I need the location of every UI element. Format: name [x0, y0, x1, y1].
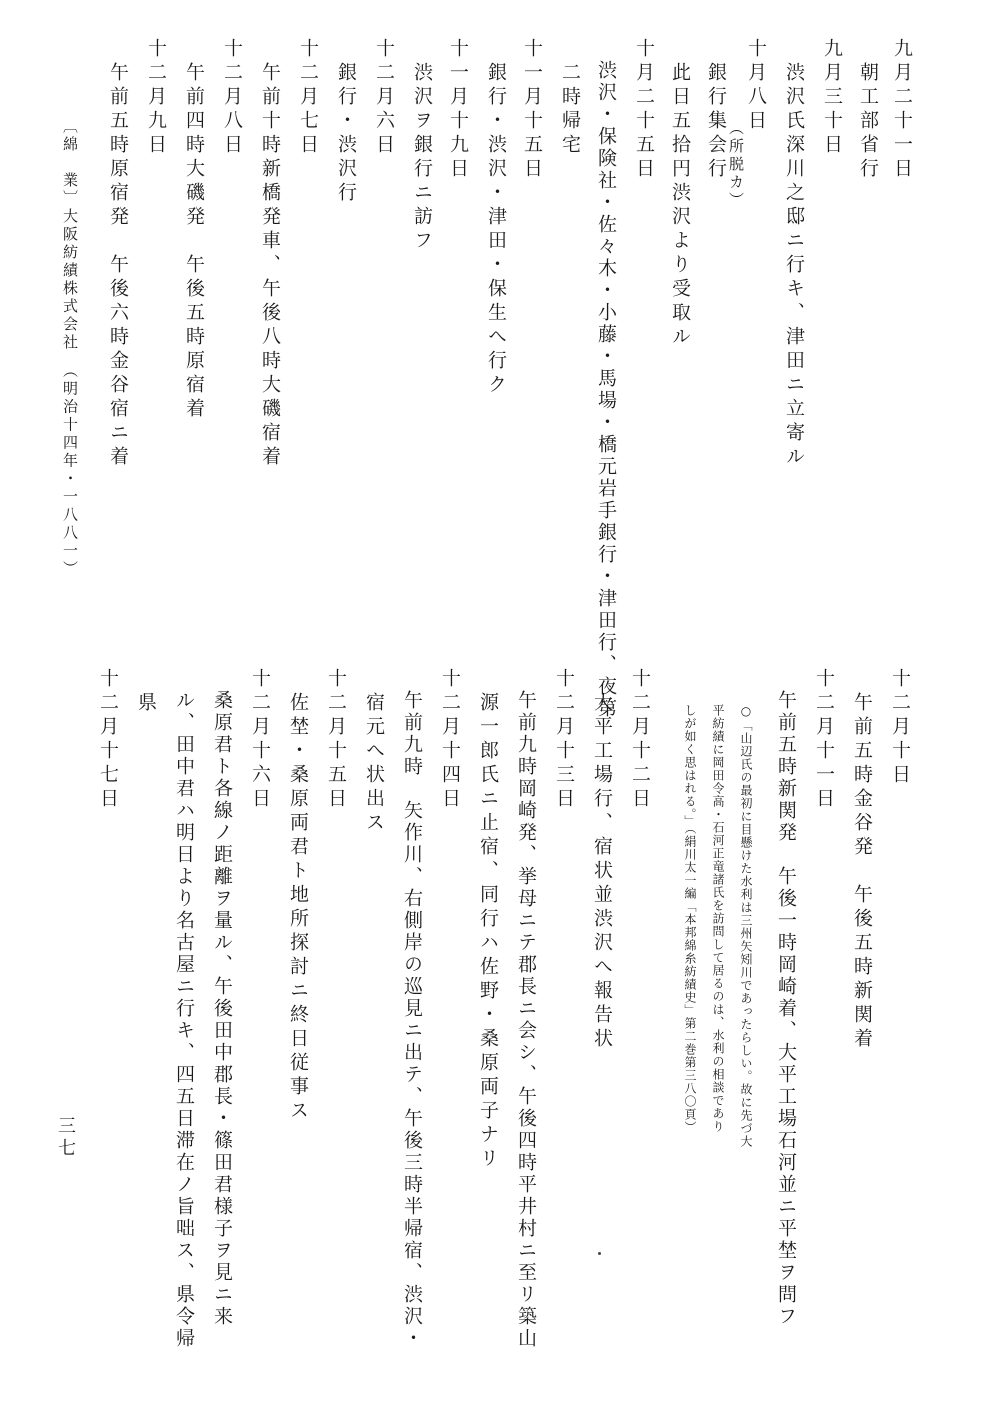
quoted-note: しが如く思はれる。」（絹川太一編「本邦綿糸紡績史」第二巻第三八〇頁） [683, 704, 697, 1134]
entry-text: 午前九時 矢作川、右側岸の巡見ニ出テ、午後三時半帰宿、渋沢・ [401, 668, 423, 1350]
entry-text: 桑原君ト各線ノ距離ヲ量ル、午後田中郡長・篠田君様子ヲ見ニ来 [211, 668, 233, 1328]
entry-text: 銀行集会行 [705, 38, 727, 182]
editorial-annotation: （所脱カ） [727, 120, 745, 210]
entry-text: 渋沢ヲ銀行ニ訪フ [411, 38, 433, 254]
date-heading: 十二月十四日 [439, 668, 461, 812]
print-speck [598, 1252, 601, 1255]
entry-text: 午前五時原宿発 午後六時金谷宿ニ着 [107, 38, 129, 470]
date-heading: 十二月八日 [221, 38, 243, 158]
date-heading: 十二月十一日 [813, 668, 835, 812]
entry-text: 午前四時大磯発 午後五時原宿着 [183, 38, 205, 422]
date-heading: 十二月十七日 [97, 668, 119, 812]
entry-text: 午前十時新橋発車、午後八時大磯宿着 [259, 38, 281, 470]
date-heading: 十二月七日 [297, 38, 319, 158]
date-heading: 十二月九日 [145, 38, 167, 158]
entry-text: 此日五拾円渋沢より受取ル [669, 38, 691, 350]
entry-text: 午前五時金谷発 午後五時新関着 [851, 668, 873, 1052]
date-heading: 十二月六日 [373, 38, 395, 158]
entry-text: 二時帰宅 [559, 38, 581, 158]
date-heading: 十月八日 [745, 38, 767, 134]
date-heading: 十二月十六日 [249, 668, 271, 812]
quoted-note: 平紡績に岡田令高・石河正竜諸氏を訪問して居るのは、水利の相談であり [711, 704, 725, 1133]
entry-text: 銀行・渋沢行 [335, 38, 357, 206]
page-number: 三七 [55, 1116, 76, 1160]
entry-text: 午前九時岡崎発、挙母ニテ郡長ニ会シ、午後四時平井村ニ至リ築山 [515, 668, 537, 1350]
date-heading: 十二月十三日 [553, 668, 575, 812]
date-heading: 十一月十五日 [521, 38, 543, 182]
entry-text: 銀行・渋沢・津田・保生へ行ク [485, 38, 507, 398]
entry-text: ル、田中君ハ明日より名古屋ニ行キ、四五日滞在ノ旨咄ス、県令帰 [173, 668, 195, 1350]
date-heading: 十月二十五日 [633, 38, 655, 182]
quoted-note: ○「山辺氏の最初に目懸けた水利は三州矢矧川であったらしい。故に先づ大 [739, 704, 753, 1148]
date-heading: 十一月十九日 [447, 38, 469, 182]
date-heading: 九月二十一日 [891, 38, 913, 182]
entry-text: 渋沢氏深川之邸ニ行キ、津田ニ立寄ル [783, 38, 805, 470]
running-header-text: 大阪紡績株式会社 （明治十四年・一八八一） [61, 208, 79, 579]
entry-text: 宿元へ状出ス [363, 668, 385, 836]
entry-text: 県 [135, 668, 157, 716]
entry-text: 朝工部省行 [857, 38, 879, 182]
date-heading: 十二月十二日 [629, 668, 651, 812]
entry-text: 午前五時新関発 午後一時岡崎着、大平工場石河並ニ平埜ヲ問フ [775, 668, 797, 1328]
entry-text: 佐埜・桑原両君ト地所探討ニ終日従事ス [287, 668, 309, 1124]
entry-text: 源一郎氏ニ止宿、同行ハ佐野・桑原両子ナリ [477, 668, 499, 1172]
date-heading: 十二月十五日 [325, 668, 347, 812]
entry-text: 大平工場行、宿状並渋沢へ報告状 [591, 668, 613, 1052]
date-heading: 九月三十日 [821, 38, 843, 158]
running-header-label: 〔綿 業〕 [61, 118, 79, 208]
date-heading: 十二月十日 [889, 668, 911, 788]
entry-text: 渋沢・保険社・佐々木・小藤・馬場・橋元岩手銀行・津田行、夜第 [595, 38, 617, 720]
